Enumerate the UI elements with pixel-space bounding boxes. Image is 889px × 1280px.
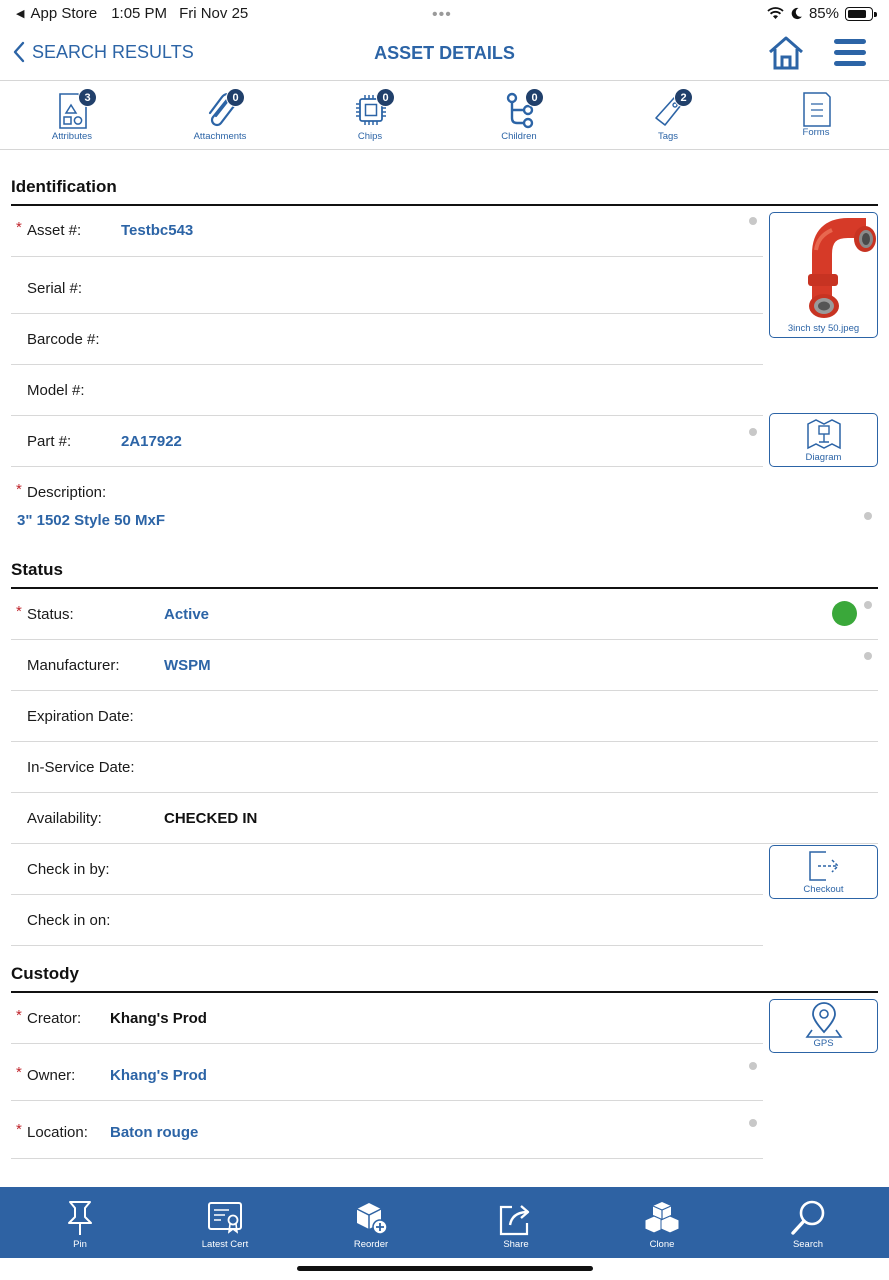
- attachments-badge: 0: [226, 88, 245, 107]
- status-section-title: Status: [11, 560, 63, 579]
- tab-tags-label: Tags: [657, 131, 679, 142]
- row-divider: [11, 1158, 763, 1159]
- tab-children[interactable]: [459, 82, 579, 148]
- tab-attributes-label: Attributes: [51, 131, 93, 142]
- home-icon: [766, 34, 806, 72]
- multitask-dots-icon[interactable]: •••: [432, 6, 452, 23]
- expiration-date-label: Expiration Date:: [27, 708, 134, 725]
- required-asterisk: *: [16, 1064, 22, 1081]
- status-rule: [11, 587, 878, 589]
- row-divider: [11, 639, 878, 640]
- latest-cert-button[interactable]: [175, 1187, 275, 1258]
- custody-rule: [11, 991, 878, 993]
- check-in-by-label: Check in by:: [27, 861, 110, 878]
- required-asterisk: *: [16, 219, 22, 236]
- tab-children-label: Children: [501, 131, 537, 142]
- search-label: Search: [792, 1239, 824, 1250]
- share-icon: [498, 1199, 534, 1237]
- asset-photo: [770, 214, 877, 322]
- row-divider: [11, 894, 763, 895]
- search-icon: [790, 1199, 828, 1237]
- identification-title: Identification: [11, 177, 117, 196]
- checkout-button[interactable]: [769, 845, 878, 899]
- reorder-label: Reorder: [353, 1239, 389, 1250]
- reorder-button[interactable]: [321, 1187, 421, 1258]
- row-divider: [11, 690, 878, 691]
- detail-tabs: [0, 82, 889, 150]
- form-icon: [800, 90, 834, 130]
- check-in-on-label: Check in on:: [27, 912, 111, 929]
- gps-button-label: GPS: [813, 1038, 834, 1049]
- back-app-label: App Store: [30, 5, 98, 22]
- page-title: ASSET DETAILS: [374, 43, 515, 63]
- pin-icon: [62, 1199, 98, 1237]
- status-label: Status:: [27, 606, 74, 623]
- latest-cert-label: Latest Cert: [201, 1239, 249, 1250]
- edit-indicator-dot[interactable]: [864, 512, 872, 520]
- description-value[interactable]: 3" 1502 Style 50 MxF: [17, 512, 166, 529]
- row-divider: [11, 256, 763, 257]
- menu-button[interactable]: [833, 36, 867, 70]
- edit-indicator-dot[interactable]: [864, 652, 872, 660]
- custody-title: Custody: [11, 964, 79, 983]
- tab-forms-label: Forms: [802, 127, 830, 138]
- nav-bar: [0, 28, 889, 81]
- row-divider: [11, 313, 763, 314]
- pin-button[interactable]: [30, 1187, 130, 1258]
- edit-indicator-dot[interactable]: [749, 217, 757, 225]
- asset-image-caption: 3inch sty 50.jpeg: [787, 323, 860, 334]
- blueprint-icon: [804, 416, 844, 452]
- barcode-label: Barcode #:: [27, 331, 100, 348]
- status-time: 1:05 PM: [111, 5, 168, 22]
- home-button[interactable]: [766, 34, 806, 72]
- tab-chips-label: Chips: [357, 131, 383, 142]
- certificate-icon: [207, 1199, 243, 1237]
- back-button-label: SEARCH RESULTS: [32, 41, 194, 62]
- back-arrow-icon: ◀: [16, 8, 25, 20]
- row-divider: [11, 1100, 763, 1101]
- edit-indicator-dot[interactable]: [749, 1119, 757, 1127]
- description-label: Description:: [27, 484, 107, 501]
- row-divider: [11, 741, 878, 742]
- clone-icon: [644, 1199, 680, 1237]
- diagram-button-label: Diagram: [805, 452, 842, 463]
- battery-icon: [845, 7, 873, 21]
- creator-label: Creator:: [27, 1010, 82, 1027]
- bottom-toolbar: [0, 1187, 889, 1258]
- status-left[interactable]: [16, 5, 248, 22]
- row-divider: [11, 792, 878, 793]
- row-divider: [11, 364, 763, 365]
- required-asterisk: *: [16, 1121, 22, 1138]
- part-number-value[interactable]: 2A17922: [121, 433, 182, 450]
- manufacturer-label: Manufacturer:: [27, 657, 120, 674]
- row-divider: [11, 1043, 763, 1044]
- availability-label: Availability:: [27, 810, 102, 827]
- tab-tags[interactable]: [608, 82, 728, 148]
- children-badge: 0: [525, 88, 544, 107]
- clone-button[interactable]: [612, 1187, 712, 1258]
- battery-percent: 85%: [808, 5, 839, 22]
- status-date: Fri Nov 25: [179, 5, 249, 22]
- status-right: [767, 5, 873, 22]
- status-indicator: [832, 601, 857, 626]
- edit-indicator-dot[interactable]: [749, 428, 757, 436]
- creator-value: Khang's Prod: [110, 1010, 207, 1027]
- moon-icon: [790, 7, 803, 20]
- hamburger-icon: [833, 36, 867, 70]
- row-divider: [11, 945, 763, 946]
- location-label: Location:: [27, 1124, 88, 1141]
- required-asterisk: *: [16, 481, 22, 498]
- status-value[interactable]: Active: [164, 606, 210, 623]
- tags-badge: 2: [674, 88, 693, 107]
- diagram-button[interactable]: [769, 413, 878, 467]
- availability-value: CHECKED IN: [164, 810, 258, 827]
- reorder-icon: [353, 1199, 389, 1237]
- identification-rule: [11, 204, 878, 206]
- in-service-date-label: In-Service Date:: [27, 759, 135, 776]
- tab-attributes[interactable]: [12, 82, 132, 148]
- attributes-badge: 3: [78, 88, 97, 107]
- gps-button[interactable]: [769, 999, 878, 1053]
- tab-forms[interactable]: [756, 82, 876, 148]
- share-button[interactable]: [466, 1187, 566, 1258]
- required-asterisk: *: [16, 603, 22, 620]
- serial-number-label: Serial #:: [27, 280, 83, 297]
- wifi-icon: [767, 7, 784, 20]
- status-bar: [0, 0, 889, 28]
- part-number-label: Part #:: [27, 433, 72, 450]
- search-button[interactable]: [758, 1187, 858, 1258]
- home-indicator[interactable]: [297, 1266, 593, 1271]
- model-number-label: Model #:: [27, 382, 85, 399]
- location-value[interactable]: Baton rouge: [110, 1124, 199, 1141]
- pin-label: Pin: [73, 1239, 87, 1250]
- location-pin-icon: [804, 1002, 844, 1040]
- asset-number-value[interactable]: Testbc543: [121, 222, 194, 239]
- row-divider: [11, 415, 763, 416]
- tab-chips[interactable]: [310, 82, 430, 148]
- required-asterisk: *: [16, 1007, 22, 1024]
- checkout-button-label: Checkout: [803, 884, 844, 895]
- manufacturer-value[interactable]: WSPM: [164, 657, 211, 674]
- owner-label: Owner:: [27, 1067, 76, 1084]
- asset-number-label: Asset #:: [27, 222, 82, 239]
- checkout-icon: [804, 848, 844, 884]
- asset-image-button[interactable]: [769, 212, 878, 338]
- owner-value[interactable]: Khang's Prod: [110, 1067, 207, 1084]
- share-label: Share: [503, 1239, 529, 1250]
- edit-indicator-dot[interactable]: [864, 601, 872, 609]
- tab-attachments-label: Attachments: [193, 131, 247, 142]
- row-divider: [11, 466, 763, 467]
- row-divider: [11, 843, 878, 844]
- chips-badge: 0: [376, 88, 395, 107]
- edit-indicator-dot[interactable]: [749, 1062, 757, 1070]
- clone-label: Clone: [649, 1239, 675, 1250]
- tab-attachments[interactable]: [160, 82, 280, 148]
